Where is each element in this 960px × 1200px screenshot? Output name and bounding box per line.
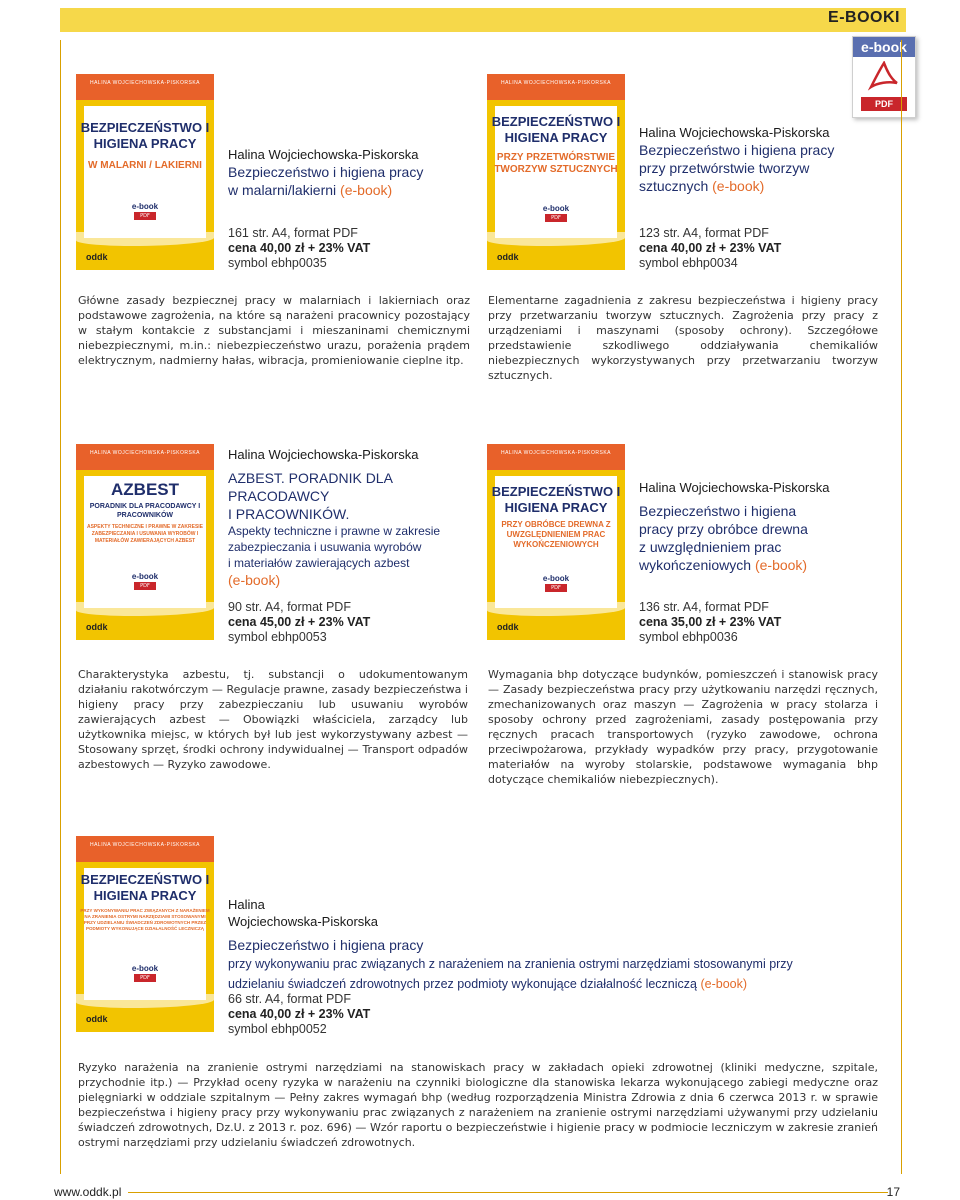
book-symbol: symbol ebhp0052 — [228, 1022, 327, 1036]
book-title-line: wykończeniowych (e-book) — [639, 557, 808, 573]
book-price: cena 40,00 zł + 23% VAT — [228, 1007, 371, 1021]
ebook-tag: (e-book) — [754, 557, 808, 573]
product-info-ebhp0053 — [228, 446, 478, 589]
cover-title: BEZPIECZEŃSTWO I HIGIENA PRACY — [80, 872, 210, 903]
cover-author: HALINA WOJCIECHOWSKA-PISKORSKA — [500, 80, 612, 86]
book-title-line: z uwzględnieniem prac — [639, 539, 782, 555]
book-description: Charakterystyka azbestu, tj. substancji o udokumentowanym działaniu rakotwórczym — Regulacje prawne, zasady bezpieczeństwa i higieny pracy przy zabezpieczaniu lub usuwaniu wyrobów zawierających azbest — Obowiązki właściciela, zarządcy lub użytkownika miejsc, w których był lub jest wykorzystywany azbest — Stosowany sprzęt, środki ochrony indywidualnej — Transport odpadów azbestowych — Ryzyko zawodowe. — [78, 668, 468, 771]
book-subtitle-line: zabezpieczania i usuwania wyrobów — [228, 540, 422, 554]
book-description: Wymagania bhp dotyczące budynków, pomieszczeń i stanowisk pracy — Zasady bezpieczeństwa pracy przy użytkowaniu narzędzi ręcznych, zmechanizowanych oraz maszyn — Zagrożenia w pracy stolarza i sposoby ochrony przed zagrożeniami, zasady postępowania przy ręcznych pracach transportowych (ryzyko zawodowe, ochrona przeciwpożarowa, przykłady wypadków przy pracy, przygotowanie materiałów na wyroby stolarskie, podstawowe wymagania bhp dotyczące chemikaliów niebezpiecznych). — [488, 668, 878, 786]
book-symbol: symbol ebhp0053 — [228, 630, 327, 644]
book-title-line: pracy przy obróbce drewna — [639, 521, 808, 537]
book-title-line: I PRACOWNIKÓW. — [228, 506, 350, 522]
book-title-line: AZBEST. PORADNIK DLA — [228, 470, 393, 486]
book-description: Elementarne zagadnienia z zakresu bezpieczeństwa i higieny pracy przy przetwarzaniu tworzyw sztucznych. Zagrożenia przy pracy z urządzeniami i maszynami (sposoby ochrony). Szczegółowe przedstawienie szkodliwego oddziaływania chemikaliów niebezpiecznych wykorzystywanych przy przetwarzaniu tworzyw sztucznych. — [488, 294, 878, 382]
book-title-line: Bezpieczeństwo i higiena pracy — [639, 142, 835, 158]
book-pages: 66 str. A4, format PDF — [228, 992, 351, 1006]
book-subtitle-line: przy wykonywaniu prac związanych z narażeniem na zranienia ostrymi narzędziami stosowanymi przy — [228, 957, 793, 971]
product-info-ebhp0034 — [639, 124, 889, 195]
ebook-tag: (e-book) — [228, 572, 281, 588]
footer-website-link[interactable]: www.oddk.pl — [54, 1185, 122, 1199]
cover-title: BEZPIECZEŃSTWO I HIGIENA PRACY — [491, 114, 621, 145]
book-subtitle-line: udzielaniu świadczeń zdrowotnych przez podmioty wykonujące działalność leczniczą (e-book) — [228, 977, 748, 991]
book-pages: 161 str. A4, format PDF — [228, 226, 358, 240]
book-pages: 136 str. A4, format PDF — [639, 600, 769, 614]
book-symbol: symbol ebhp0036 — [639, 630, 738, 644]
book-cover-drewno[interactable] — [487, 444, 625, 640]
book-author: Halina Wojciechowska-Piskorska — [639, 125, 830, 140]
cover-title: BEZPIECZEŃSTWO I HIGIENA PRACY — [80, 120, 210, 151]
book-author: Halina Wojciechowska-Piskorska — [228, 147, 419, 162]
cover-subtitle: PRZY WYKONYWANIU PRAC ZWIĄZANYCH Z NARAŻENIEM NA ZRANIENIA OSTRYMI NARZĘDZIAMI STOSOWANYMI PRZY UDZIELANIU ŚWIADCZEŃ ZDROWOTNYCH PRZEZ PODMIOTY WYKONUJĄCE DZIAŁALNOŚĆ LECZNICZĄ — [80, 908, 210, 931]
cover-ebook-mark: e-book PDF — [131, 202, 159, 219]
publisher-logo: oddk — [86, 1014, 108, 1024]
book-cover-malarnia[interactable] — [76, 74, 214, 270]
section-header-bar — [60, 8, 906, 32]
publisher-logo: oddk — [86, 622, 108, 632]
cover-subtitle: PRZY OBRÓBCE DREWNA Z UWZGLĘDNIENIEM PRAC WYKOŃCZENIOWYCH — [501, 520, 611, 549]
book-cover-tworzywa[interactable] — [487, 74, 625, 270]
page-number: 17 — [886, 1185, 900, 1199]
book-symbol: symbol ebhp0034 — [639, 256, 738, 270]
product-meta-ebhp0034 — [639, 226, 879, 271]
product-meta-ebhp0052 — [228, 992, 468, 1037]
cover-author: HALINA WOJCIECHOWSKA-PISKORSKA — [89, 450, 201, 456]
book-price: cena 35,00 zł + 23% VAT — [639, 615, 782, 629]
ebook-tag: (e-book) — [700, 977, 748, 991]
book-symbol: symbol ebhp0035 — [228, 256, 327, 270]
book-title-line: w malarni/lakierni (e-book) — [228, 182, 393, 198]
book-price: cena 45,00 zł + 23% VAT — [228, 615, 371, 629]
book-author: Wojciechowska-Piskorska — [228, 914, 379, 929]
book-author: Halina — [228, 897, 265, 912]
book-cover-ostre-narzedzia[interactable] — [76, 836, 214, 1032]
book-pages: 123 str. A4, format PDF — [639, 226, 769, 240]
section-title: E-BOOKI — [828, 9, 900, 26]
book-title-line: Bezpieczeństwo i higiena — [639, 503, 797, 519]
product-meta-ebhp0053 — [228, 600, 468, 645]
book-title-line: PRACODAWCY — [228, 488, 330, 504]
cover-subtitle: PRZY PRZETWÓRSTWIE TWORZYW SZTUCZNYCH — [494, 152, 618, 175]
product-meta-ebhp0035 — [228, 226, 468, 271]
publisher-logo: oddk — [497, 622, 519, 632]
cover-ebook-mark: e-book PDF — [131, 964, 159, 981]
book-title-line: przy przetwórstwie tworzyw — [639, 160, 810, 176]
book-title-line: sztucznych (e-book) — [639, 178, 765, 194]
cover-author: HALINA WOJCIECHOWSKA-PISKORSKA — [89, 80, 201, 86]
book-author: Halina Wojciechowska-Piskorska — [639, 480, 830, 495]
product-info-ebhp0036 — [639, 479, 889, 574]
publisher-logo: oddk — [86, 252, 108, 262]
product-meta-ebhp0036 — [639, 600, 879, 645]
cover-author: HALINA WOJCIECHOWSKA-PISKORSKA — [500, 450, 612, 456]
ebook-tag: (e-book) — [712, 178, 765, 194]
book-subtitle-line: i materiałów zawierających azbest — [228, 556, 410, 570]
ebook-badge-label: e-book — [853, 37, 915, 57]
ebook-tag: (e-book) — [340, 182, 393, 198]
publisher-logo: oddk — [497, 252, 519, 262]
cover-ebook-mark: e-book PDF — [542, 204, 570, 221]
cover-ebook-mark: e-book PDF — [542, 574, 570, 591]
book-subtitle-line: Aspekty techniczne i prawne w zakresie — [228, 524, 441, 538]
pdf-label: PDF — [861, 97, 907, 111]
cover-title: BEZPIECZEŃSTWO I HIGIENA PRACY — [491, 484, 621, 515]
product-info-ebhp0035 — [228, 146, 468, 199]
footer-divider — [128, 1192, 888, 1193]
book-pages: 90 str. A4, format PDF — [228, 600, 351, 614]
book-price: cena 40,00 zł + 23% VAT — [228, 241, 371, 255]
cover-subtitle-detail: ASPEKTY TECHNICZNE I PRAWNE W ZAKRESIE ZABEZPIECZANIA I USUWANIA WYROBÓW I MATERIAŁÓW ZAWIERAJĄCYCH AZBEST — [86, 524, 204, 544]
book-title-line: Bezpieczeństwo i higiena pracy — [228, 164, 424, 180]
product-info-ebhp0052 — [228, 896, 888, 994]
book-description: Ryzyko narażenia na zranienie ostrymi narzędziami na stanowiskach pracy w zakładach opieki zdrowotnej (kliniki medyczne, szpitale, przychodnie itp.) — Przykład oceny ryzyka w narażeniu na czynniki biologiczne dla stanowiska lekarza wykonującego zabiegi medyczne oraz pielęgniarki w oddziale szpitalnym — Pełny zakres wymagań bhp (według rozporządzenia Ministra Zdrowia z dnia 6 czerwca 2013 r. w sprawie bezpieczeństwa i higieny pracy przy wykonywaniu prac związanych z narażeniem na zranienie ostrymi narzędziami używanymi przy udzielaniu świadczeń zdrowotnych, Dz.U. z 2013 r. poz. 696) — Wzór raportu o bezpieczeństwie i higienie pracy w podmiocie leczniczym w zakresie zranień ostrymi narzędziami przy udzielaniu świadczeń zdrowotnych. — [78, 1061, 878, 1149]
cover-title: AZBEST — [111, 480, 179, 499]
book-cover-azbest[interactable] — [76, 444, 214, 640]
book-price: cena 40,00 zł + 23% VAT — [639, 241, 782, 255]
cover-subtitle: W MALARNI / LAKIERNI — [88, 160, 202, 171]
cover-subtitle: PORADNIK DLA PRACODAWCY I PRACOWNIKÓW — [89, 503, 201, 519]
cover-ebook-mark: e-book PDF — [131, 572, 159, 589]
book-title-line: Bezpieczeństwo i higiena pracy — [228, 937, 424, 953]
book-description: Główne zasady bezpiecznej pracy w malarniach i lakierniach oraz podstawowe zagrożenia, na które są narażeni pracownicy pozostający w stałym kontakcie z substancjami i mieszaninami chemicznymi niebezpiecznymi, m.in.: niebezpieczeństwo urazu, porażenia prądem elektrycznym, nadmierny hałas, wibracja, promieniowanie cieplne itp. — [78, 294, 470, 367]
book-author: Halina Wojciechowska-Piskorska — [228, 447, 419, 462]
cover-author: HALINA WOJCIECHOWSKA-PISKORSKA — [89, 842, 201, 848]
